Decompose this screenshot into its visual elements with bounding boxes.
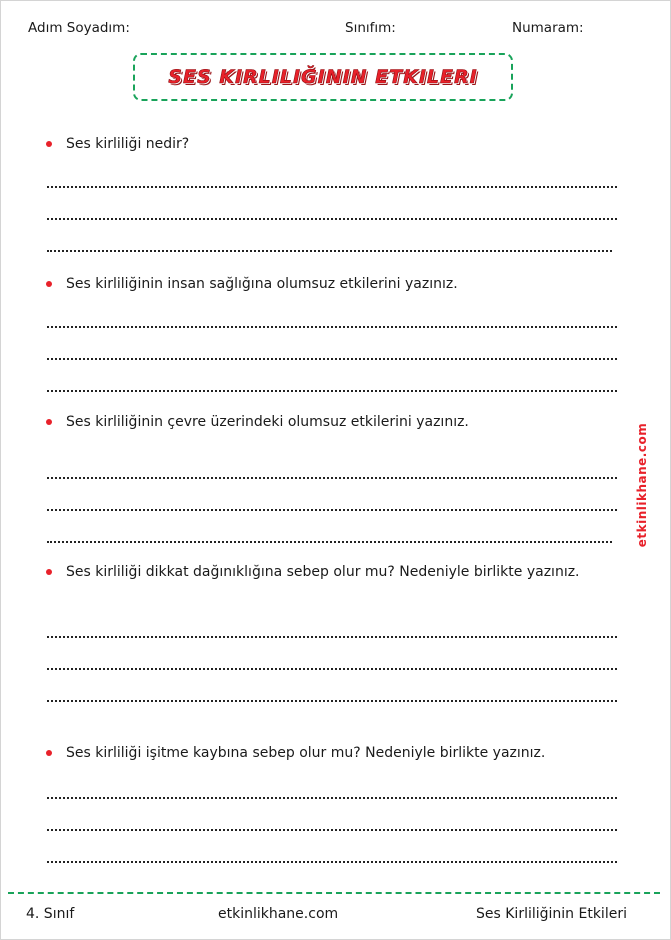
footer-grade: 4. Sınıf	[26, 906, 75, 922]
class-label: Sınıfım:	[345, 20, 396, 36]
answer-line[interactable]	[47, 509, 617, 511]
side-watermark-text: etkinlikhane.com	[635, 422, 649, 548]
answer-line[interactable]	[47, 797, 617, 799]
question-text: Ses kirliliğinin çevre üzerindeki olumsuz etkilerini yazınız.	[66, 414, 469, 430]
bullet-icon	[46, 141, 52, 147]
title-box	[133, 53, 513, 101]
question-text: Ses kirliliğinin insan sağlığına olumsuz etkilerini yazınız.	[66, 276, 458, 292]
footer-site: etkinlikhane.com	[218, 906, 339, 922]
answer-line[interactable]	[47, 861, 617, 863]
bullet-icon	[46, 281, 52, 287]
side-watermark	[631, 420, 653, 550]
footer-topic: Ses Kirliliğinin Etkileri	[476, 906, 627, 922]
question-5	[48, 742, 618, 764]
question-2	[48, 273, 618, 295]
answer-line[interactable]	[47, 326, 617, 328]
answer-line[interactable]	[47, 636, 617, 638]
name-label: Adım Soyadım:	[28, 20, 130, 36]
question-4	[48, 561, 618, 583]
worksheet-title: SES KIRLILIĞININ ETKILERI	[168, 66, 478, 88]
answer-line[interactable]	[47, 477, 617, 479]
question-3	[48, 411, 618, 433]
answer-line[interactable]	[47, 668, 617, 670]
question-text: Ses kirliliği işitme kaybına sebep olur mu? Nedeniyle birlikte yazınız.	[66, 745, 546, 761]
answer-line[interactable]	[47, 829, 617, 831]
answer-line[interactable]	[47, 218, 617, 220]
answer-line[interactable]	[47, 700, 617, 702]
answer-line[interactable]	[47, 358, 617, 360]
number-label: Numaram:	[512, 20, 584, 36]
footer-divider	[8, 892, 660, 894]
answer-line[interactable]	[47, 541, 612, 543]
bullet-icon	[46, 419, 52, 425]
answer-line[interactable]	[47, 250, 612, 252]
question-1	[48, 133, 618, 155]
question-text: Ses kirliliği nedir?	[66, 136, 190, 152]
answer-line[interactable]	[47, 390, 617, 392]
bullet-icon	[46, 569, 52, 575]
bullet-icon	[46, 750, 52, 756]
question-text: Ses kirliliği dikkat dağınıklığına sebep olur mu? Nedeniyle birlikte yazınız.	[66, 564, 580, 580]
answer-line[interactable]	[47, 186, 617, 188]
